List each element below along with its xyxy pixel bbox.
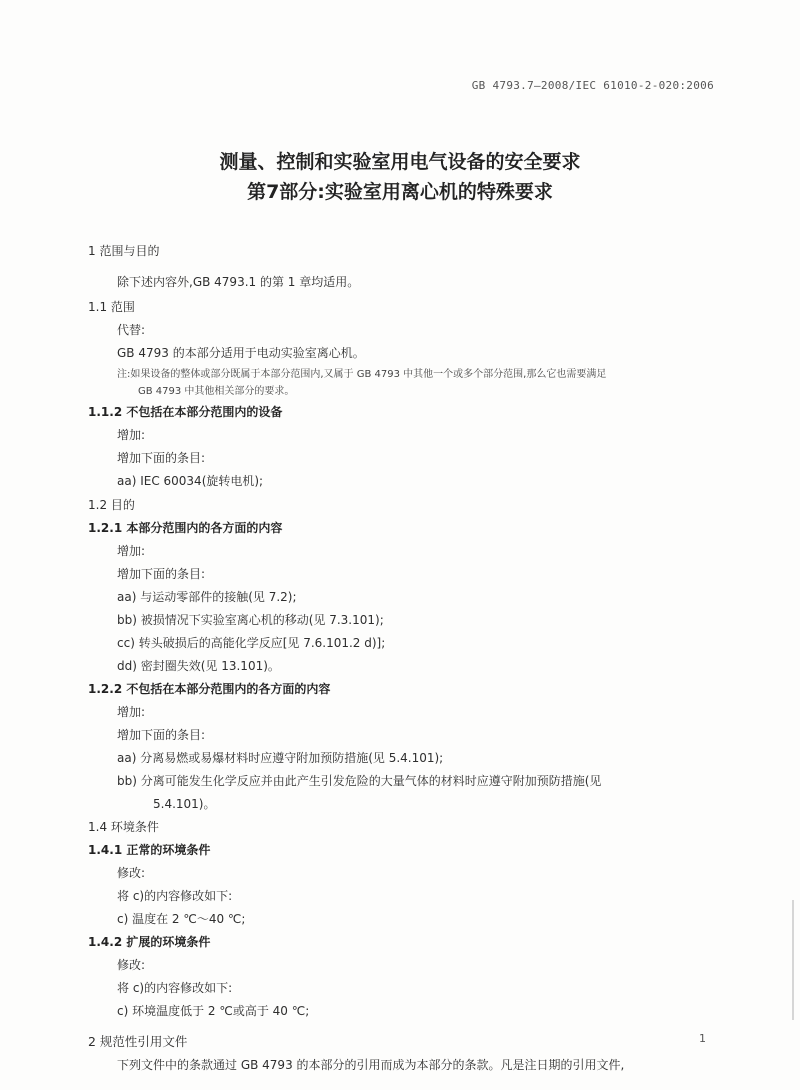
text-line: 修改: bbox=[117, 866, 146, 880]
text-line: 5.4.101)。 bbox=[153, 797, 216, 811]
document-title-line-1: 测量、控制和实验室用电气设备的安全要求 bbox=[219, 151, 581, 173]
text-line: 注:如果设备的整体或部分既属于本部分范围内,又属于 GB 4793 中其他一个或多个部分范围,那么它也需要满足 bbox=[117, 369, 607, 380]
text-line: 1.2 目的 bbox=[88, 498, 135, 512]
text-line: 将 c)的内容修改如下: bbox=[117, 889, 233, 903]
text-line: GB 4793 中其他相关部分的要求。 bbox=[138, 386, 295, 397]
text-line: 1.4.1 正常的环境条件 bbox=[88, 843, 211, 857]
text-line: aa) 分离易燃或易爆材料时应遵守附加预防措施(见 5.4.101); bbox=[117, 751, 444, 765]
text-line: 1.4.2 扩展的环境条件 bbox=[88, 935, 211, 949]
text-line: bb) 被损情况下实验室离心机的移动(见 7.3.101); bbox=[117, 613, 384, 627]
text-line: 代替: bbox=[117, 323, 146, 337]
text-line: 修改: bbox=[117, 958, 146, 972]
scan-edge-mark bbox=[792, 900, 794, 1020]
standard-code-header: GB 4793.7—2008/IEC 61010-2-020:2006 bbox=[471, 79, 714, 92]
text-line: c) 环境温度低于 2 ℃或高于 40 ℃; bbox=[117, 1004, 310, 1018]
text-line: cc) 转头破损后的高能化学反应[见 7.6.101.2 d)]; bbox=[117, 636, 386, 650]
text-line: GB 4793 的本部分适用于电动实验室离心机。 bbox=[117, 346, 365, 360]
text-line: 增加下面的条目: bbox=[117, 728, 206, 742]
text-line: 增加下面的条目: bbox=[117, 567, 206, 581]
text-line: 1.1 范围 bbox=[88, 300, 135, 314]
text-line: 1.2.2 不包括在本部分范围内的各方面的内容 bbox=[88, 682, 331, 696]
text-line: dd) 密封圈失效(见 13.101)。 bbox=[117, 659, 280, 673]
text-line: 2 规范性引用文件 bbox=[88, 1034, 188, 1049]
text-line: 1 范围与目的 bbox=[88, 244, 160, 258]
text-line: c) 温度在 2 ℃～40 ℃; bbox=[117, 912, 246, 926]
text-line: 增加: bbox=[117, 705, 146, 719]
text-line: 增加下面的条目: bbox=[117, 451, 206, 465]
text-line: 下列文件中的条款通过 GB 4793 的本部分的引用而成为本部分的条款。凡是注日期的引用文件, bbox=[117, 1058, 625, 1072]
text-line: 增加: bbox=[117, 544, 146, 558]
text-line: 将 c)的内容修改如下: bbox=[117, 981, 233, 995]
text-line: bb) 分离可能发生化学反应并由此产生引发危险的大量气体的材料时应遵守附加预防措施(见 bbox=[117, 774, 602, 788]
page-number: 1 bbox=[699, 1032, 706, 1045]
text-line: 1.4 环境条件 bbox=[88, 820, 159, 834]
text-line: aa) 与运动零部件的接触(见 7.2); bbox=[117, 590, 297, 604]
text-line: 除下述内容外,GB 4793.1 的第 1 章均适用。 bbox=[117, 275, 360, 289]
text-line: 增加: bbox=[117, 428, 146, 442]
document-title-line-2: 第7部分:实验室用离心机的特殊要求 bbox=[247, 181, 553, 203]
text-line: aa) IEC 60034(旋转电机); bbox=[117, 474, 264, 488]
text-line: 1.1.2 不包括在本部分范围内的设备 bbox=[88, 405, 283, 419]
text-line: 1.2.1 本部分范围内的各方面的内容 bbox=[88, 521, 283, 535]
